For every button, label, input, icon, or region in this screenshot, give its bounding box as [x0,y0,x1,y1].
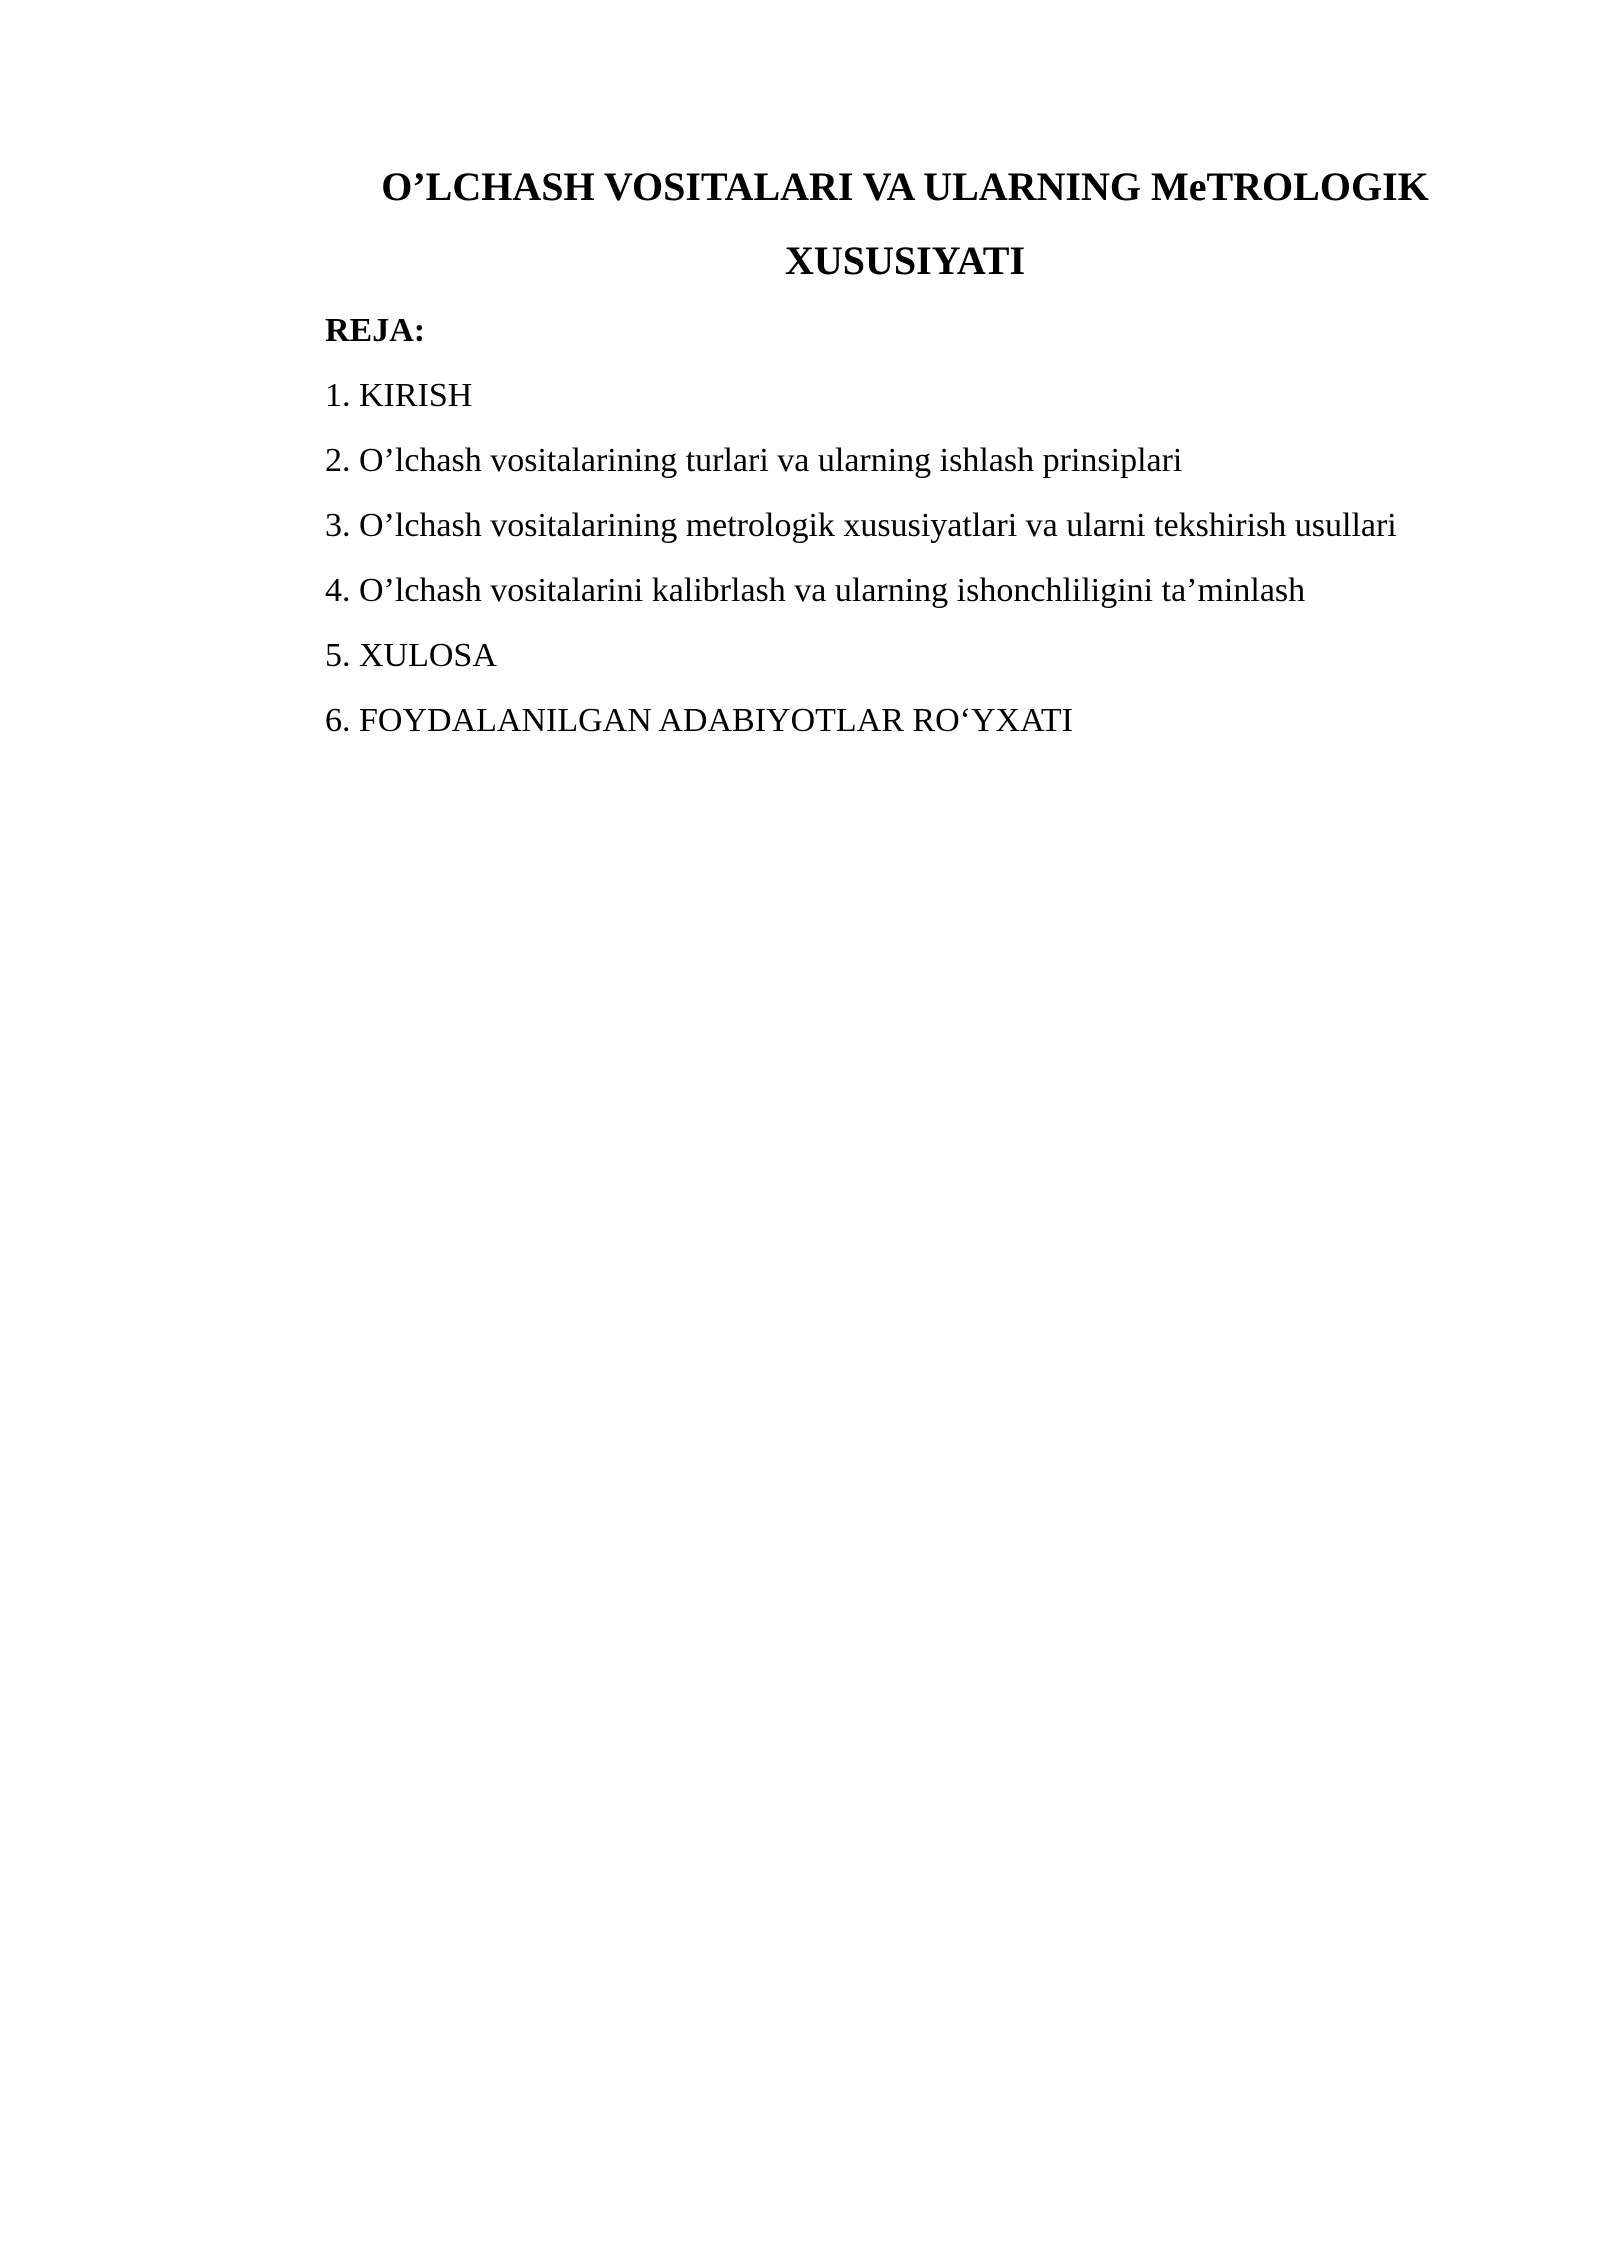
plan-item-4: 4. O’lchash vositalarini kalibrlash va ularning ishonchliligini ta’minlash [325,572,1306,609]
plan-item-6: 6. FOYDALANILGAN ADABIYOTLAR RO‘YXATI [325,702,1073,739]
page-content [229,150,1485,753]
plan-heading: REJA: [325,312,426,349]
plan-item-5: 5. XULOSA [325,637,497,674]
document-title: O’LCHASH VOSITALARI VA ULARNING MeTROLOGIK XUSUSIYATI [381,164,1429,283]
plan-item-1: 1. KIRISH [325,377,473,414]
plan-item-2: 2. O’lchash vositalarining turlari va ularning ishlash prinsiplari [325,442,1183,479]
plan-item-3: 3. O’lchash vositalarining metrologik xususiyatlari va ularni tekshirish usullari [325,507,1397,544]
plan-section [229,298,1485,753]
